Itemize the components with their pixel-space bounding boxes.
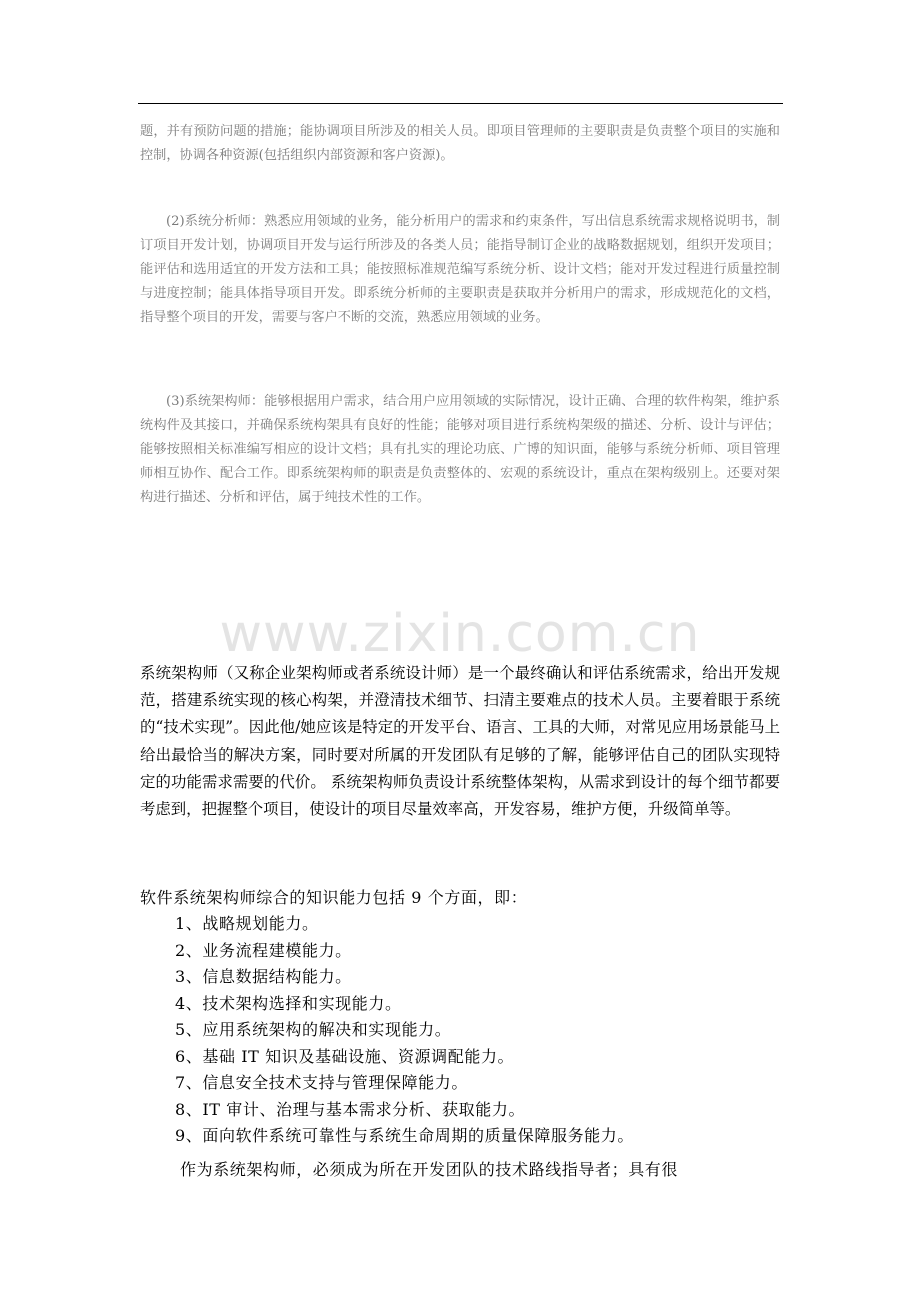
paragraph-architect-definition: 系统架构师（又称企业架构师或者系统设计师）是一个最终确认和评估系统需求，给出开发规范，搭建系统实现的核心构架，并澄清技术细节、扫清主要难点的技术人员。主要着眼于系统的“技术实现”。因此他/她应该是特定的开发平台、语言、工具的大师，对常见应用场景能马上给出最恰当的解决方案，同时要对所属的开发团队有足够的了解，能够评估自己的团队实现特定的功能需求需要的代价。 系统架构师负责设计系统整体架构，从需求到设计的每个细节都要考虑到，把握整个项目，使设计的项目尽量效率高，开发容易，维护方便，升级简单等。 [140,664,780,819]
header-rule [138,103,783,104]
list-item: 9、面向软件系统可靠性与系统生命周期的质量保障服务能力。 [175,1126,634,1145]
watermark: www.zixin.com.cn [219,604,701,664]
list-item: 1、战略规划能力。 [175,914,319,933]
list-item: 7、信息安全技术支持与管理保障能力。 [175,1073,468,1092]
ability-list [175,911,785,1150]
list-item: 5、应用系统架构的解决和实现能力。 [175,1020,452,1039]
list-intro: 软件系统架构师综合的知识能力包括 9 个方面，即： [140,888,528,907]
paragraph-project-manager-end: 题，并有预防问题的措施；能协调项目所涉及的相关人员。即项目管理师的主要职责是负责整个项目的实施和控制，协调各种资源(包括组织内部资源和客户资源)。 [140,124,780,163]
paragraph-tech-lead: 作为系统架构师，必须成为所在开发团队的技术路线指导者；具有很 [180,1160,679,1179]
paragraph-system-analyst: (2)系统分析师：熟悉应用领域的业务，能分析用户的需求和约束条件，写出信息系统需求规格说明书，制订项目开发计划，协调项目开发与运行所涉及的各类人员；能指导制订企业的战略数据规划，组织开发项目；能评估和选用适宜的开发方法和工具；能按照标准规范编写系统分析、设计文档；能对开发过程进行质量控制与进度控制；能具体指导项目开发。即系统分析师的主要职责是获取并分析用户的需求，形成规范化的文档，指导整个项目的开发，需要与客户不断的交流，熟悉应用领域的业务。 [140,214,780,325]
list-item: 6、基础 IT 知识及基础设施、资源调配能力。 [175,1046,515,1066]
list-item: 4、技术架构选择和实现能力。 [175,993,402,1013]
paragraph-system-architect: (3)系统架构师：能够根据用户需求，结合用户应用领域的实际情况，设计正确、合理的软件构架，维护系统构件及其接口，并确保系统构架具有良好的性能；能够对项目进行系统构架级的描述、分析、设计与评估；能够按照相关标准编写相应的设计文档；具有扎实的理论功底、广博的知识面，能够与系统分析师、项目管理师相互协作、配合工作。即系统架构师的职责是负责整体的、宏观的系统设计，重点在架构级别上。还要对架构进行描述、分析和评估，属于纯技术性的工作。 [140,394,780,505]
list-item: 8、IT 审计、治理与基本需求分析、获取能力。 [175,1099,526,1119]
list-item: 2、业务流程建模能力。 [175,940,352,960]
list-item: 3、信息数据结构能力。 [175,967,352,986]
